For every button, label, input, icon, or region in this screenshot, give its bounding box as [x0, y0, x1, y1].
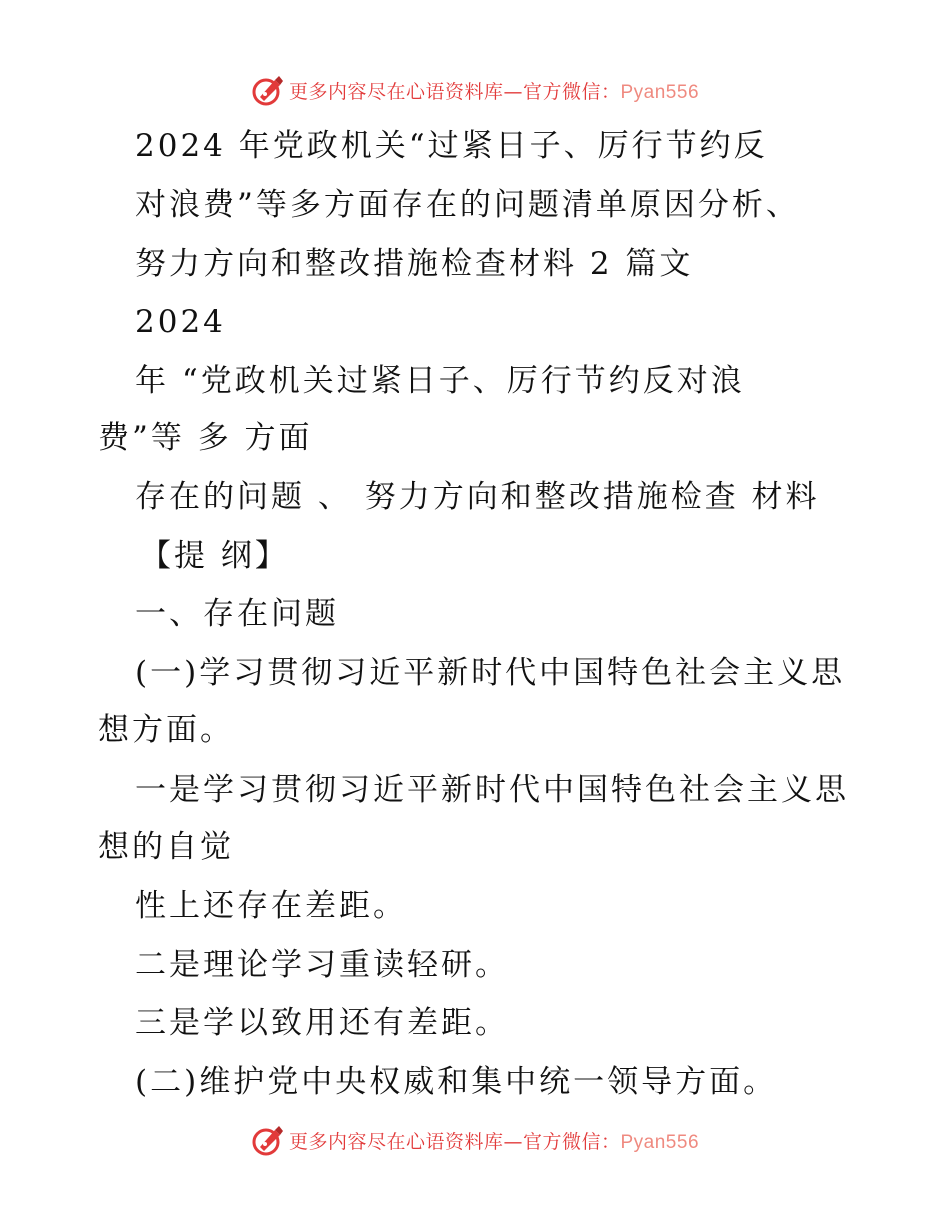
watermark-handle: Pyan556 — [620, 81, 700, 103]
doc-line-5: 年 “党政机关过紧日子、厉行节约反对浪 — [135, 363, 745, 399]
watermark-brand: 更多内容尽在心语资料库—官方微信： — [288, 80, 621, 103]
pen-nib-logo-icon — [251, 1123, 285, 1157]
doc-line-3: 努力方向和整改措施检查材料 2 篇文 — [135, 246, 694, 282]
watermark-handle: Pyan556 — [620, 1131, 700, 1153]
doc-line-7: 存在的问题 、 努力方向和整改措施检查 材料 — [135, 479, 820, 515]
doc-line-11: 想方面。 — [98, 712, 234, 748]
header-watermark — [0, 70, 950, 110]
doc-line-1: 2024 年党政机关“过紧日子、厉行节约反 — [135, 128, 768, 164]
watermark-brand: 更多内容尽在心语资料库—官方微信： — [288, 1130, 621, 1153]
section-heading-1: 一、存在问题 — [135, 596, 339, 632]
subsection-heading-2: (二)维护党中央权威和集中统一领导方面。 — [135, 1064, 778, 1100]
doc-line-16: 三是学以致用还有差距。 — [135, 1005, 509, 1041]
subsection-heading-1: (一)学习贯彻习近平新时代中国特色社会主义思 — [135, 655, 846, 691]
footer-watermark — [0, 1120, 950, 1160]
outline-heading: 【提 纲】 — [140, 538, 289, 574]
doc-line-6: 费”等 多 方面 — [98, 420, 313, 456]
doc-line-12: 一是学习贯彻习近平新时代中国特色社会主义思 — [135, 772, 849, 808]
doc-line-15: 二是理论学习重读轻研。 — [135, 947, 509, 983]
doc-line-13: 想的自觉 — [98, 829, 234, 865]
doc-line-4: 2024 — [135, 304, 226, 340]
watermark-text — [289, 1127, 699, 1154]
doc-line-14: 性上还存在差距。 — [135, 888, 407, 924]
pen-nib-logo-icon — [251, 73, 285, 107]
doc-line-2: 对浪费”等多方面存在的问题清单原因分析、 — [135, 187, 800, 223]
watermark-text — [289, 77, 699, 104]
